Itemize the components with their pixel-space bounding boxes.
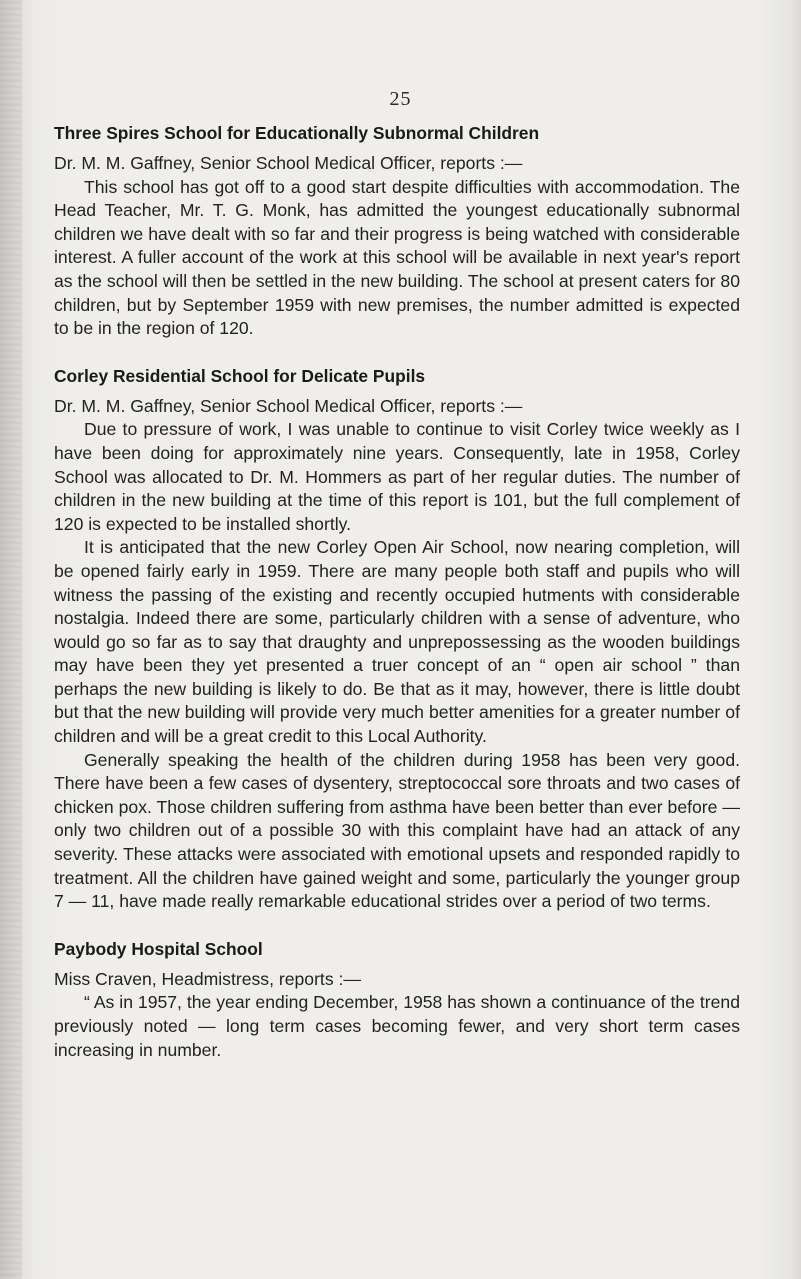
section-byline: Miss Craven, Headmistress, reports :— [54,968,361,989]
section-corley [54,365,740,914]
section-three-spires [54,122,740,341]
paragraph: It is anticipated that the new Corley Open Air School, now nearing completion, will be opened fairly early in 1959. There are many people both staff and pupils who will witness the passing of the existing and recently occupied hutments with considerable nostalgia. Indeed there are some, particularly children with a sense of adventure, who would go so far as to say that draughty and unprepossessing as the wooden buildings may have been they yet presented a truer concept of an “ open air school ” than perhaps the new building is likely to do. Be that as it may, however, there is little doubt but that the new building will provide very much better amenities for a greater number of children and will be a great credit to this Local Authority. [54,537,740,747]
section-heading: Three Spires School for Educationally Subnormal Children [54,123,540,143]
document-body [54,122,740,1062]
section-byline: Dr. M. M. Gaffney, Senior School Medical Officer, reports :— [54,395,523,416]
page-number: 25 [389,88,412,110]
paragraph: Generally speaking the health of the children during 1958 has been very good. There have been a few cases of dysentery, streptococcal sore throats and two cases of chicken pox. Those children suffering from asthma have been better than ever before — only two children out of a possible 30 with this complaint have had an attack of any severity. These attacks were associated with emotional upsets and responded rapidly to treatment. All the children have gained weight and some, particularly the younger group 7 — 11, have made really remarkable educational strides over a period of two terms. [54,749,740,912]
paragraph: “ As in 1957, the year ending December, 1958 has shown a continuance of the trend previously noted — long term cases becoming fewer, and very short term cases increasing in number. [54,992,740,1060]
section-byline: Dr. M. M. Gaffney, Senior School Medical Officer, reports :— [54,153,523,173]
section-paybody [54,938,740,1062]
binding-edge [0,0,22,1279]
paragraph: This school has got off to a good start despite difficulties with accommodation. The Head Teacher, Mr. T. G. Monk, has admitted the youngest educationally subnormal children we have dealt with so far and their progress is being watched with considerable interest. A fuller account of the work at this school will be available in next year's report as the school will then be settled in the new building. The school at present caters for 80 children, but by September 1959 with new premises, the number admitted is expected to be in the region of 120. [54,176,740,339]
section-heading: Paybody Hospital School [54,938,263,959]
section-heading: Corley Residential School for Delicate Pupils [54,365,426,386]
paragraph: Due to pressure of work, I was unable to continue to visit Corley twice weekly as I have been doing for approximately nine years. Consequently, late in 1958, Corley School was allocated to Dr. M. Hommers as part of her regular duties. The number of children in the new building at the time of this report is 101, but the full complement of 120 is expected to be installed shortly. [54,419,740,534]
